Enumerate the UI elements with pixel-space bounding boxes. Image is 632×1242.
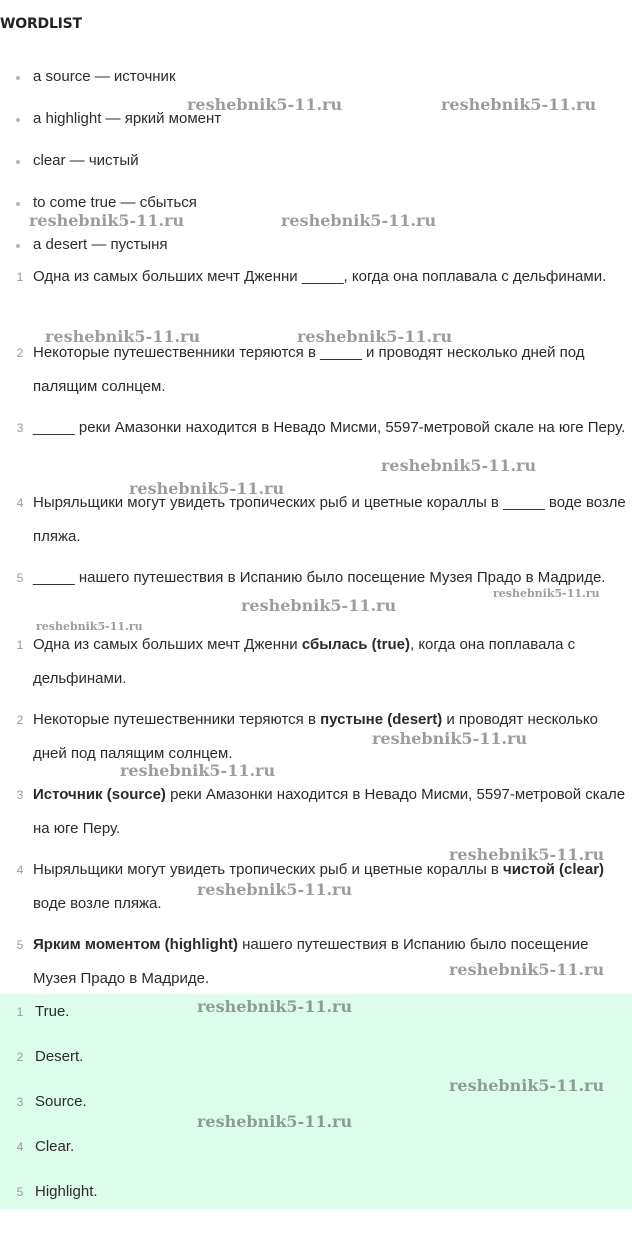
answer-number: 4 (16, 1140, 24, 1154)
filled-text: Некоторые путешественники теряются в пустыне (desert) и проводят несколько дней под палящим солнцем. (33, 711, 598, 762)
task-text: Одна из самых больших мечт Дженни _____, когда она поплавала с дельфинами. (33, 268, 607, 285)
filled-number: 3 (16, 788, 24, 802)
filled-text: Ярким моментом (highlight) нашего путешествия в Испанию было посещение Музея Прадо в Мадриде. (33, 936, 589, 987)
filled-text: Источник (source) реки Амазонки находится в Невадо Мисми, 5597-метровой скале на юге Перу. (33, 786, 626, 837)
wordlist-item: a desert — пустыня (33, 236, 168, 253)
watermark: reshebnik5-11.ru (36, 620, 143, 633)
watermark: reshebnik5-11.ru (449, 960, 605, 979)
task-number: 2 (16, 346, 24, 360)
task-text: _____ реки Амазонки находится в Невадо Мисми, 5597-метровой скале на юге Перу. (33, 419, 626, 436)
filled-number: 5 (16, 938, 24, 952)
answer-text: Clear. (35, 1138, 75, 1155)
answer-text: Desert. (35, 1048, 84, 1065)
watermark: reshebnik5-11.ru (493, 587, 600, 600)
task-text: Ныряльщики могут увидеть тропических рыб и цветные кораллы в _____ воде возле пляжа. (33, 494, 626, 545)
watermark: reshebnik5-11.ru (297, 327, 453, 346)
answer-text: Highlight. (35, 1183, 98, 1200)
filled-text: Ныряльщики могут увидеть тропических рыб и цветные кораллы в чистой (clear) воде возле пляжа. (33, 861, 605, 912)
task-number: 3 (16, 421, 24, 435)
answer-number: 3 (16, 1095, 24, 1109)
filled-number: 1 (16, 638, 24, 652)
answer-number: 5 (16, 1185, 24, 1199)
watermark: reshebnik5-11.ru (241, 596, 397, 615)
answer-text: Source. (35, 1093, 87, 1110)
watermark: reshebnik5-11.ru (45, 327, 201, 346)
watermark: reshebnik5-11.ru (281, 211, 437, 230)
task-text: Некоторые путешественники теряются в _____ и проводят несколько дней под палящим солнцем. (33, 344, 585, 395)
watermark: reshebnik5-11.ru (372, 729, 528, 748)
watermark: reshebnik5-11.ru (381, 456, 537, 475)
watermark: reshebnik5-11.ru (29, 211, 185, 230)
task-text: _____ нашего путешествия в Испанию было посещение Музея Прадо в Мадриде. (33, 569, 606, 586)
answer-text: True. (35, 1003, 70, 1020)
filled-number: 2 (16, 713, 24, 727)
watermark: reshebnik5-11.ru (449, 845, 605, 864)
watermark: reshebnik5-11.ru (120, 761, 276, 780)
watermark: reshebnik5-11.ru (441, 95, 597, 114)
answer-number: 2 (16, 1050, 24, 1064)
watermark: reshebnik5-11.ru (129, 479, 285, 498)
wordlist-item: a highlight — яркий момент (33, 110, 222, 127)
task-number: 4 (16, 496, 24, 510)
watermark: reshebnik5-11.ru (197, 1112, 353, 1131)
wordlist-item: clear — чистый (33, 152, 139, 169)
answer-number: 1 (16, 1005, 24, 1019)
watermark: reshebnik5-11.ru (187, 95, 343, 114)
answer-word: чистой (clear) (503, 861, 605, 878)
answer-word: Источник (source) (33, 786, 166, 803)
answer-word: пустыне (desert) (320, 711, 443, 728)
wordlist-item: to come true — сбыться (33, 194, 197, 211)
task-number: 1 (16, 270, 24, 284)
filled-text: Одна из самых больших мечт Дженни сбылась (true), когда она поплавала с дельфинами. (33, 636, 576, 687)
answers-panel (0, 994, 632, 1209)
answer-word: сбылась (true) (301, 636, 410, 653)
wordlist-heading: WORDLIST (0, 16, 82, 32)
filled-number: 4 (16, 863, 24, 877)
watermark: reshebnik5-11.ru (197, 997, 353, 1016)
wordlist-item: a source — источник (33, 68, 176, 85)
task-number: 5 (16, 571, 24, 585)
answer-word: Ярким моментом (highlight) (33, 936, 238, 953)
watermark: reshebnik5-11.ru (197, 880, 353, 899)
watermark: reshebnik5-11.ru (449, 1076, 605, 1095)
